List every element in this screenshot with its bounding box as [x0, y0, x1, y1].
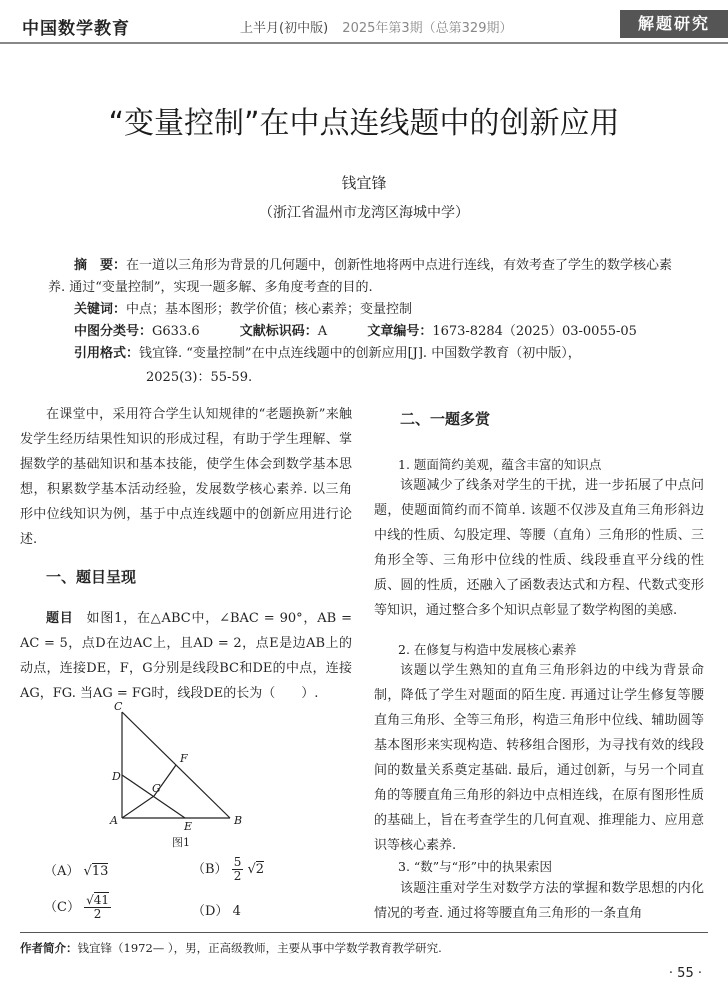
- column-tag: 解题研究: [620, 10, 728, 38]
- option-d-label: （D）: [192, 904, 229, 919]
- citation-text-2: 2025(3)：55-59.: [146, 370, 253, 385]
- intro-paragraph: 在课堂中，采用符合学生认知规律的“老题换新”来触发学生经历结果性知识的形成过程，有助于学生理解、掌握数学的基础知识和基本技能，使学生体会到数学基本思想，积累数学基本活动经验，发展数学核心素养. 以三角形中位线知识为例，基于中点连线题中的创新应用进行论述.: [20, 407, 352, 547]
- option-c-numerator: √41: [86, 893, 110, 907]
- sqrt-symbol: √: [247, 862, 256, 877]
- article-affiliation: （浙江省温州市龙湾区海城中学）: [259, 205, 469, 221]
- subheading-3: 3. “数”与“形”中的执果索因: [398, 859, 552, 874]
- paragraph-2: 该题以学生熟知的直角三角形斜边的中线为背景命制，降低了学生对题面的陌生度. 再通过让学生修复等腰直角三角形、全等三角形，构造三角形中位线、辅助圆等基本图形来实现构造、转移组合图形，为寻找有效的线段间的数量关系奠定基础. 最后，通过创新，与另一个同直角的等腰直角三角形的斜边中点相连线，在原有图形性质的基础上，旨在考查学生的几何直观、推理能力、应用意识等核心素养.: [374, 663, 704, 853]
- option-b: [192, 856, 264, 883]
- option-a: [44, 860, 108, 879]
- article-author: 钱宜锋: [341, 174, 387, 192]
- label-g: G: [152, 782, 161, 795]
- segment-ag: [122, 796, 154, 818]
- option-b-numerator: 5: [233, 855, 242, 869]
- option-c-denominator: 2: [93, 907, 102, 921]
- subheading-1: 1. 题面简约美观，蕴含丰富的知识点: [398, 457, 602, 472]
- paragraph-3: 该题注重对学生对数学方法的掌握和数学思想的内化情况的考查. 通过将等腰直角三角形的一条直角: [374, 881, 704, 921]
- option-d: [192, 900, 241, 919]
- issue-main: 上半月(初中版): [240, 21, 329, 36]
- option-d-value: 4: [232, 904, 241, 919]
- abstract: [48, 255, 678, 299]
- keywords-label: 关键词：: [74, 302, 127, 317]
- header-rule: [0, 42, 728, 44]
- figure-1-diagram: [100, 700, 260, 850]
- classification-line: [48, 321, 678, 343]
- author-note-text: 钱宜锋（1972— ），男，正高级教师，主要从事中学数学教育教学研究.: [77, 941, 442, 955]
- doc-code-value: A: [317, 324, 328, 339]
- footnote-rule: [20, 932, 708, 933]
- abstract-text: 在一道以三角形为背景的几何题中，创新性地将两中点进行连线，有效考查了学生的数学核心素养. 通过“变量控制”，实现一题多解、多角度考查的目的.: [48, 258, 673, 295]
- clc-value: G633.6: [152, 324, 200, 339]
- article-no-label: 文章编号：: [367, 324, 433, 339]
- option-b-label: （B）: [192, 862, 228, 877]
- subheading-2: 2. 在修复与构造中发展核心素养: [398, 642, 577, 657]
- problem-paragraph: [20, 606, 352, 706]
- keywords: [48, 299, 678, 321]
- problem-text: 如图1，在△ABC中，∠BAC = 90°，AB = AC = 5，点D在边AC上，且AD = 2，点E是边AB上的动点，连接DE，F，G分别是线段BC和DE的中点，连接AG，FG. 当AG = FG时，线段DE的长为（ ）.: [20, 611, 352, 701]
- option-b-fraction: [232, 856, 244, 883]
- option-c-radicand: 41: [93, 893, 110, 907]
- sqrt-symbol: √: [83, 864, 92, 879]
- section-1-heading: 一、题目呈现: [46, 568, 137, 586]
- citation-label: 引用格式：: [74, 346, 140, 361]
- option-a-value: 13: [91, 864, 109, 879]
- issue-detail: 2025年第3期（总第329期）: [342, 21, 513, 36]
- label-c: C: [114, 700, 123, 713]
- author-note-label: 作者简介：: [20, 941, 78, 955]
- clc-label: 中图分类号：: [74, 324, 153, 339]
- option-b-radicand: 2: [255, 862, 265, 877]
- option-b-denominator: 2: [233, 869, 242, 883]
- problem-label: 题目: [46, 611, 74, 626]
- option-c: [44, 894, 111, 921]
- section-2-heading: 二、一题多赏: [400, 410, 491, 428]
- label-d: D: [112, 770, 121, 783]
- label-b: B: [234, 814, 243, 827]
- label-e: E: [184, 820, 193, 833]
- option-c-fraction: [84, 894, 111, 921]
- option-c-label: （C）: [44, 900, 80, 915]
- citation: [48, 343, 678, 365]
- article-no-value: 1673-8284（2025）03-0055-05: [432, 324, 637, 339]
- journal-name: 中国数学教育: [22, 19, 130, 39]
- label-f: F: [180, 752, 188, 765]
- keywords-text: 中点；基本图形；教学价值；核心素养；变量控制: [126, 302, 413, 317]
- issue-info: [240, 17, 512, 36]
- paragraph-1: 该题减少了线条对学生的干扰，进一步拓展了中点问题，使题面简约而不简单. 该题不仅涉及直角三角形斜边中线的性质、勾股定理、等腰（直角）三角形的性质、三角形全等、三角形中位线的性质、线段垂直平分线的性质、圆的性质，还融入了函数表达式和方程、代数式变形等知识，通过整合多个知识点彰显了数学构图的美感.: [374, 478, 704, 618]
- label-a: A: [110, 814, 118, 827]
- option-a-label: （A）: [44, 864, 80, 879]
- figure-caption: 图1: [172, 836, 190, 849]
- article-title: “变量控制”在中点连线题中的创新应用: [108, 106, 620, 141]
- abstract-label: 摘 要：: [74, 258, 127, 273]
- doc-code-label: 文献标识码：: [239, 324, 318, 339]
- author-note: [20, 940, 442, 956]
- citation-text-1: 钱宜锋. “变量控制”在中点连线题中的创新应用[J]. 中国数学教育（初中版），: [139, 346, 581, 361]
- page-number: · 55 ·: [668, 966, 702, 981]
